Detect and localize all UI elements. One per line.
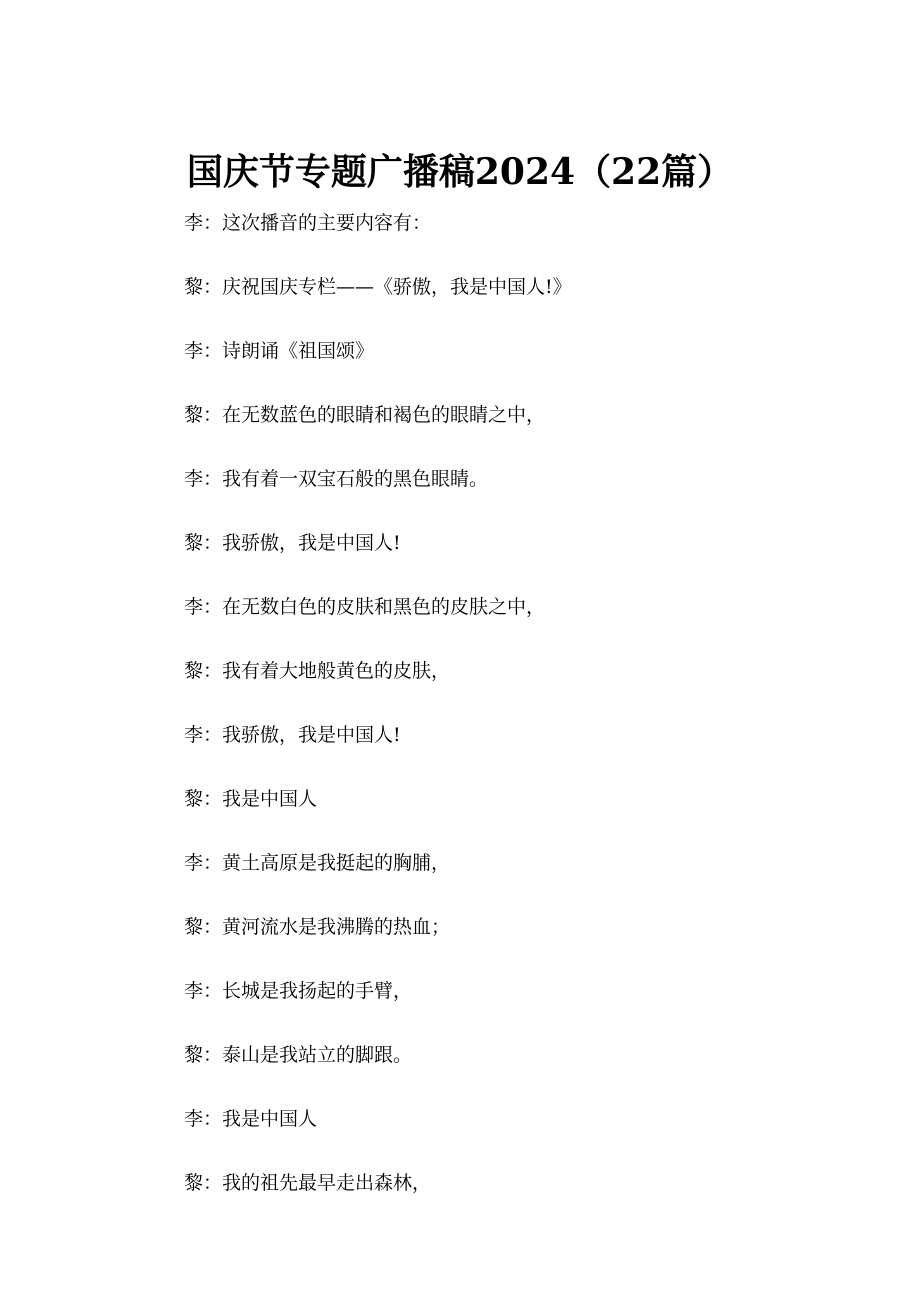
- dialogue-line: 李：在无数白色的皮肤和黑色的皮肤之中，: [184, 596, 546, 618]
- dialogue-list: [184, 206, 804, 1230]
- dialogue-line: 李：黄土高原是我挺起的胸脯，: [184, 852, 451, 874]
- dialogue-line: 李：我是中国人: [184, 1108, 318, 1130]
- dialogue-line: 黎：我骄傲，我是中国人!: [184, 532, 401, 554]
- dialogue-line: 黎：我是中国人: [184, 788, 318, 810]
- dialogue-line: 李：我有着一双宝石般的黑色眼睛。: [184, 468, 489, 490]
- dialogue-line: 黎：我有着大地般黄色的皮肤，: [184, 660, 451, 682]
- dialogue-line: 黎：庆祝国庆专栏——《骄傲，我是中国人!》: [184, 276, 572, 298]
- dialogue-line: 李：诗朗诵《祖国颂》: [184, 340, 375, 362]
- dialogue-line: 李：长城是我扬起的手臂，: [184, 980, 413, 1002]
- dialogue-line: 李：我骄傲，我是中国人!: [184, 724, 401, 746]
- document-title: 国庆节专题广播稿2024（22篇）: [186, 151, 734, 193]
- dialogue-line: 黎：在无数蓝色的眼睛和褐色的眼睛之中，: [184, 404, 546, 426]
- dialogue-line: 黎：我的祖先最早走出森林，: [184, 1172, 432, 1194]
- dialogue-line: 黎：黄河流水是我沸腾的热血；: [184, 916, 451, 938]
- dialogue-line: 黎：泰山是我站立的脚跟。: [184, 1044, 413, 1066]
- dialogue-line: 李：这次播音的主要内容有：: [184, 212, 432, 234]
